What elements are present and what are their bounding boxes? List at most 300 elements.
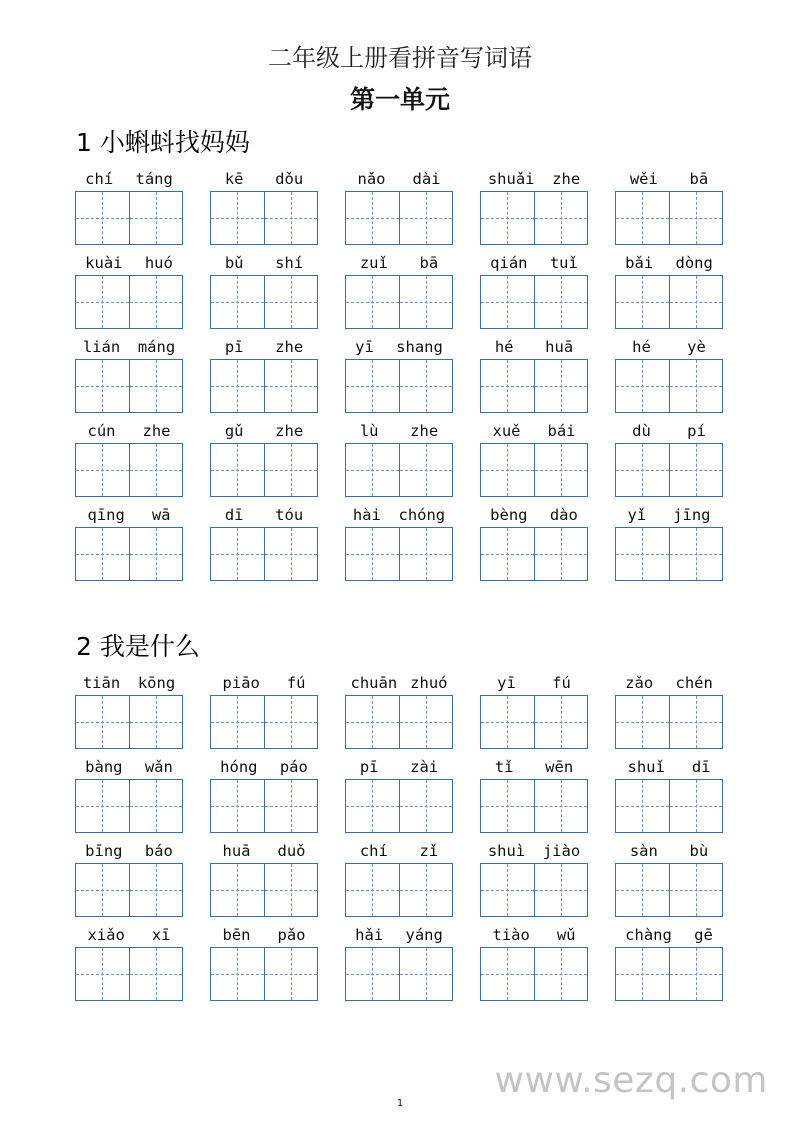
pinyin-label [479,840,589,862]
pinyin-syllable: wēn [545,758,574,776]
pinyin-syllable: pí [687,422,706,440]
character-cell[interactable] [76,696,129,748]
unit-title: 第一单元 [349,85,450,114]
writing-box[interactable] [210,443,318,497]
pinyin-syllable: tóu [275,506,304,524]
pinyin-syllable: dài [412,170,441,188]
pinyin-syllable: gē [694,926,713,944]
section-heading-2: 2 我是什么 [76,632,200,661]
character-cell[interactable] [481,360,534,412]
pinyin-syllable: bái [547,422,576,440]
word-item [74,252,184,336]
writing-box[interactable] [345,443,453,497]
character-cell[interactable] [76,864,129,916]
character-cell[interactable] [616,360,669,412]
writing-box[interactable] [345,275,453,329]
character-cell[interactable] [534,948,588,1000]
pinyin-syllable: dù [632,422,651,440]
pinyin-label [209,252,319,274]
pinyin-syllable: zhe [142,422,171,440]
pinyin-label [614,252,724,274]
character-cell[interactable] [129,192,183,244]
writing-box[interactable] [345,359,453,413]
pinyin-label [479,756,589,778]
character-cell[interactable] [669,444,723,496]
word-item [74,756,184,840]
character-cell[interactable] [211,528,264,580]
character-cell[interactable] [616,192,669,244]
pinyin-syllable: yǐ [627,506,647,524]
pinyin-syllable: máng [137,338,176,356]
pinyin-syllable: tǐ [494,758,514,776]
pinyin-label [209,840,319,862]
character-cell[interactable] [534,864,588,916]
pinyin-label [479,168,589,190]
character-cell[interactable] [129,528,183,580]
pinyin-label [614,504,724,526]
pinyin-label [74,168,184,190]
pinyin-syllable: piāo [222,674,260,692]
pinyin-syllable: zhe [275,338,304,356]
character-cell[interactable] [211,444,264,496]
character-cell[interactable] [346,864,399,916]
writing-box[interactable] [480,275,588,329]
pinyin-label [344,336,454,358]
word-item [74,840,184,924]
pinyin-syllable: pī [224,338,244,356]
pinyin-syllable: huā [222,842,251,860]
writing-box[interactable] [75,779,183,833]
word-item [209,168,319,252]
pinyin-syllable: chí [359,842,388,860]
writing-box[interactable] [210,947,318,1001]
character-cell[interactable] [481,444,534,496]
character-cell[interactable] [211,696,264,748]
character-cell[interactable] [534,192,588,244]
character-cell[interactable] [211,780,264,832]
character-cell[interactable] [129,948,183,1000]
pinyin-label [74,756,184,778]
writing-box[interactable] [75,275,183,329]
character-cell[interactable] [616,948,669,1000]
character-cell[interactable] [264,948,318,1000]
character-cell[interactable] [534,528,588,580]
character-cell[interactable] [481,864,534,916]
pinyin-label [74,672,184,694]
writing-box[interactable] [615,359,723,413]
pinyin-syllable: kē [224,170,244,188]
character-cell[interactable] [534,780,588,832]
character-cell[interactable] [399,780,453,832]
watermark: www.sezq.com [494,1060,768,1101]
pinyin-syllable: zhe [410,422,439,440]
pinyin-syllable: bīng [85,842,123,860]
character-cell[interactable] [399,444,453,496]
pinyin-syllable: bā [419,254,439,272]
writing-box[interactable] [615,863,723,917]
writing-box[interactable] [75,863,183,917]
word-item [614,420,724,504]
character-cell[interactable] [211,192,264,244]
writing-box[interactable] [210,359,318,413]
pinyin-label [344,420,454,442]
word-item [209,252,319,336]
writing-box[interactable] [480,695,588,749]
pinyin-syllable: bǎi [625,254,654,272]
word-item [74,504,184,588]
character-cell[interactable] [399,948,453,1000]
pinyin-label [74,252,184,274]
character-cell[interactable] [346,444,399,496]
character-cell[interactable] [616,528,669,580]
character-cell[interactable] [616,444,669,496]
pinyin-syllable: zài [410,758,439,776]
pinyin-syllable: nǎo [357,170,386,188]
character-cell[interactable] [669,360,723,412]
character-cell[interactable] [481,276,534,328]
pinyin-syllable: tiào [492,926,530,944]
character-cell[interactable] [76,780,129,832]
pinyin-label [209,924,319,946]
word-item [209,924,319,1008]
pinyin-syllable: xiǎo [87,926,125,944]
pinyin-syllable: dào [549,506,578,524]
pinyin-label [344,168,454,190]
character-cell[interactable] [129,780,183,832]
writing-box[interactable] [75,359,183,413]
pinyin-syllable: dòng [675,254,713,272]
pinyin-syllable: zhe [275,422,304,440]
character-cell[interactable] [76,948,129,1000]
word-item [614,840,724,924]
character-cell[interactable] [399,528,453,580]
character-cell[interactable] [669,780,723,832]
pinyin-label [344,672,454,694]
word-item [344,252,454,336]
character-cell[interactable] [399,192,453,244]
character-cell[interactable] [534,360,588,412]
writing-box[interactable] [75,443,183,497]
character-cell[interactable] [264,864,318,916]
character-cell[interactable] [346,360,399,412]
character-cell[interactable] [76,360,129,412]
character-cell[interactable] [76,192,129,244]
word-item [479,168,589,252]
pinyin-label [74,840,184,862]
pinyin-syllable: shí [275,254,304,272]
writing-box[interactable] [210,863,318,917]
word-item [614,672,724,756]
pinyin-syllable: zǎo [625,674,654,692]
pinyin-syllable: qián [490,254,528,272]
word-item [209,420,319,504]
page-title: 二年级上册看拼音写词语 [268,44,532,72]
character-cell[interactable] [669,276,723,328]
word-item [479,336,589,420]
character-cell[interactable] [76,276,129,328]
writing-box[interactable] [615,191,723,245]
character-cell[interactable] [481,696,534,748]
character-cell[interactable] [616,864,669,916]
pinyin-label [479,504,589,526]
character-cell[interactable] [616,696,669,748]
writing-box[interactable] [75,527,183,581]
pinyin-syllable: wā [151,506,171,524]
character-cell[interactable] [346,192,399,244]
pinyin-syllable: fú [552,674,571,692]
pinyin-syllable: zuǐ [359,254,388,272]
pinyin-label [74,504,184,526]
character-cell[interactable] [481,528,534,580]
character-cell[interactable] [346,276,399,328]
word-item [614,168,724,252]
word-item [209,672,319,756]
pinyin-label [74,924,184,946]
pinyin-syllable: chuān [350,674,398,692]
character-cell[interactable] [264,780,318,832]
word-item [479,840,589,924]
pinyin-syllable: qīng [87,506,125,524]
word-item [344,504,454,588]
pinyin-syllable: chóng [398,506,446,524]
pinyin-syllable: tuǐ [549,254,578,272]
writing-box[interactable] [480,443,588,497]
character-cell[interactable] [264,528,318,580]
pinyin-syllable: wǔ [556,926,576,944]
pinyin-syllable: hǎi [355,926,384,944]
character-cell[interactable] [76,528,129,580]
pinyin-syllable: yī [497,674,516,692]
pinyin-label [344,504,454,526]
word-item [209,756,319,840]
pinyin-syllable: jiào [542,842,581,860]
pinyin-label [344,840,454,862]
pinyin-syllable: bèng [490,506,528,524]
character-cell[interactable] [481,948,534,1000]
character-cell[interactable] [264,192,318,244]
writing-box[interactable] [345,863,453,917]
character-cell[interactable] [669,528,723,580]
writing-box[interactable] [615,443,723,497]
pinyin-syllable: shang [396,338,443,356]
writing-box[interactable] [480,779,588,833]
pinyin-syllable: zhe [552,170,581,188]
pinyin-syllable: chén [675,674,713,692]
character-cell[interactable] [534,276,588,328]
pinyin-label [614,924,724,946]
character-cell[interactable] [129,276,183,328]
word-grid-2 [74,672,734,1008]
writing-box[interactable] [480,527,588,581]
pinyin-syllable: shuǐ [627,758,665,776]
pinyin-syllable: táng [135,170,173,188]
pinyin-label [74,420,184,442]
character-cell[interactable] [211,360,264,412]
word-item [344,756,454,840]
writing-box[interactable] [615,275,723,329]
pinyin-syllable: wěi [629,170,658,188]
character-cell[interactable] [211,864,264,916]
character-cell[interactable] [264,360,318,412]
pinyin-label [344,756,454,778]
character-cell[interactable] [264,276,318,328]
writing-box[interactable] [210,527,318,581]
pinyin-label [209,168,319,190]
pinyin-syllable: wǎn [144,758,173,776]
pinyin-label [614,756,724,778]
character-cell[interactable] [211,948,264,1000]
word-item [74,336,184,420]
pinyin-syllable: lù [359,422,379,440]
pinyin-syllable: hé [632,338,651,356]
character-cell[interactable] [616,780,669,832]
writing-box[interactable] [345,695,453,749]
pinyin-label [74,336,184,358]
pinyin-syllable: bǔ [224,254,244,272]
character-cell[interactable] [669,192,723,244]
word-item [209,840,319,924]
pinyin-label [479,420,589,442]
pinyin-label [209,504,319,526]
word-item [344,924,454,1008]
writing-box[interactable] [480,863,588,917]
word-item [614,336,724,420]
character-cell[interactable] [76,444,129,496]
pinyin-syllable: hóng [220,758,258,776]
pinyin-syllable: kuài [85,254,123,272]
character-cell[interactable] [129,864,183,916]
writing-box[interactable] [480,359,588,413]
pinyin-label [479,252,589,274]
page-number: 1 [396,1098,404,1109]
pinyin-label [479,672,589,694]
character-cell[interactable] [399,696,453,748]
pinyin-syllable: yè [687,338,706,356]
word-item [74,672,184,756]
pinyin-label [479,924,589,946]
pinyin-syllable: kōng [137,674,176,692]
pinyin-syllable: chí [85,170,114,188]
pinyin-syllable: xuě [492,422,521,440]
writing-box[interactable] [210,695,318,749]
character-cell[interactable] [346,780,399,832]
writing-box[interactable] [210,191,318,245]
pinyin-label [614,168,724,190]
writing-box[interactable] [210,275,318,329]
pinyin-syllable: fú [286,674,306,692]
writing-box[interactable] [75,947,183,1001]
character-cell[interactable] [481,780,534,832]
word-item [344,168,454,252]
writing-box[interactable] [615,779,723,833]
pinyin-syllable: gǔ [224,422,244,440]
pinyin-label [344,924,454,946]
writing-box[interactable] [615,947,723,1001]
writing-box[interactable] [615,695,723,749]
word-item [479,672,589,756]
pinyin-syllable: huó [144,254,173,272]
pinyin-label [614,672,724,694]
word-item [479,756,589,840]
pinyin-label [479,336,589,358]
character-cell[interactable] [129,444,183,496]
word-item [479,420,589,504]
pinyin-syllable: sàn [629,842,658,860]
pinyin-syllable: pī [359,758,379,776]
pinyin-syllable: chàng [625,926,672,944]
pinyin-syllable: yī [355,338,374,356]
character-cell[interactable] [534,444,588,496]
character-cell[interactable] [669,864,723,916]
character-cell[interactable] [211,276,264,328]
word-item [74,168,184,252]
word-item [479,504,589,588]
word-item [479,924,589,1008]
word-item [209,504,319,588]
character-cell[interactable] [399,360,453,412]
pinyin-syllable: duǒ [277,842,306,860]
pinyin-syllable: bēn [222,926,251,944]
writing-box[interactable] [480,191,588,245]
character-cell[interactable] [616,276,669,328]
pinyin-syllable: xī [151,926,171,944]
character-cell[interactable] [481,192,534,244]
writing-box[interactable] [75,191,183,245]
section-heading-1: 1 小蝌蚪找妈妈 [76,128,250,157]
pinyin-syllable: pǎo [277,926,306,944]
character-cell[interactable] [129,696,183,748]
writing-box[interactable] [615,527,723,581]
writing-box[interactable] [75,695,183,749]
writing-box[interactable] [345,947,453,1001]
pinyin-syllable: dǒu [275,170,304,188]
word-item [344,420,454,504]
character-cell[interactable] [264,696,318,748]
pinyin-label [614,336,724,358]
character-cell[interactable] [346,948,399,1000]
pinyin-syllable: shuì [487,842,526,860]
writing-box[interactable] [345,191,453,245]
pinyin-syllable: zǐ [419,842,439,860]
pinyin-syllable: hé [494,338,514,356]
writing-box[interactable] [345,779,453,833]
character-cell[interactable] [669,696,723,748]
character-cell[interactable] [264,444,318,496]
pinyin-syllable: bù [689,842,709,860]
writing-box[interactable] [210,779,318,833]
pinyin-label [209,420,319,442]
word-item [614,756,724,840]
character-cell[interactable] [669,948,723,1000]
pinyin-syllable: tiān [82,674,121,692]
word-item [74,924,184,1008]
pinyin-syllable: hài [352,506,381,524]
character-cell[interactable] [346,696,399,748]
word-item [344,840,454,924]
pinyin-label [344,252,454,274]
character-cell[interactable] [534,696,588,748]
pinyin-syllable: báo [144,842,173,860]
character-cell[interactable] [399,276,453,328]
writing-box[interactable] [345,527,453,581]
pinyin-syllable: bàng [85,758,123,776]
pinyin-syllable: dī [224,506,244,524]
pinyin-syllable: dī [691,758,711,776]
character-cell[interactable] [346,528,399,580]
character-cell[interactable] [129,360,183,412]
character-cell[interactable] [399,864,453,916]
writing-box[interactable] [480,947,588,1001]
